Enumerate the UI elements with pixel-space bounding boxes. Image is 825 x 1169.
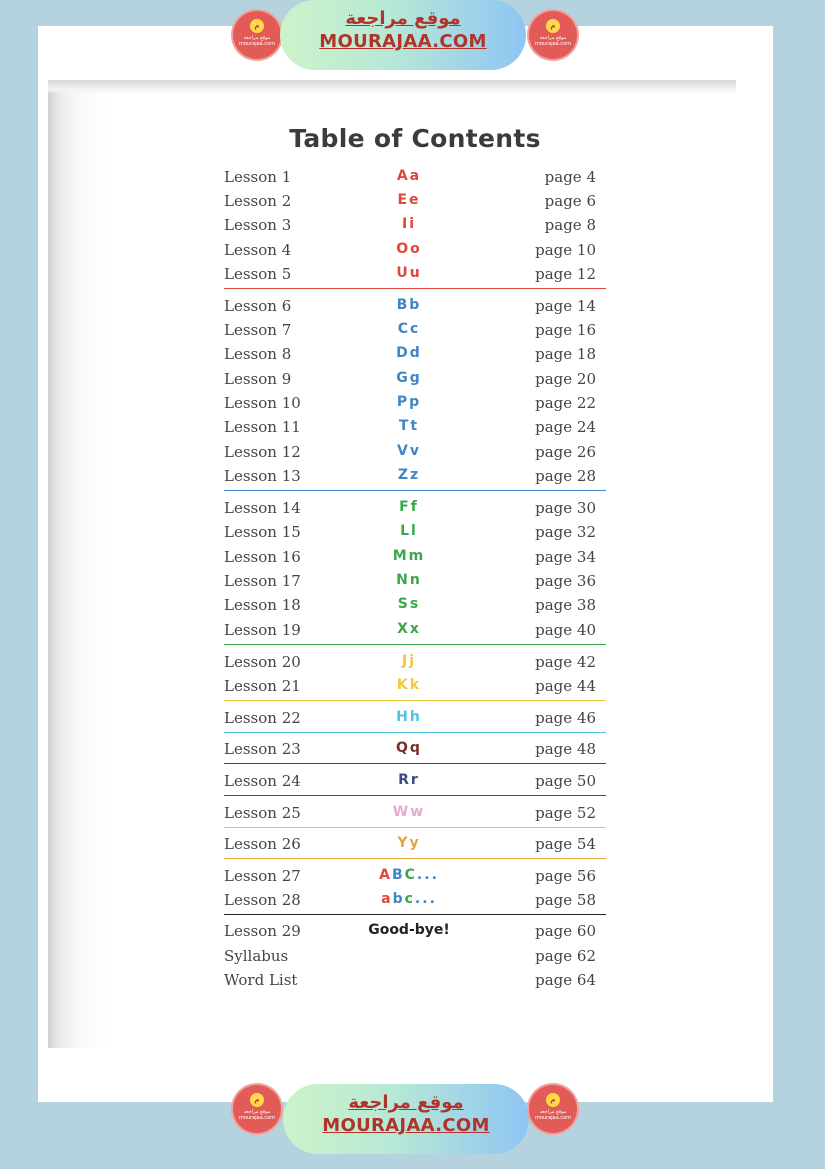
lesson-label: Lesson 7 (224, 321, 292, 339)
lesson-label: Lesson 6 (224, 297, 292, 315)
lesson-label: Lesson 10 (224, 394, 301, 412)
toc-row (224, 971, 596, 993)
section-divider (224, 795, 606, 796)
lesson-label: Lesson 16 (224, 548, 301, 566)
page-number: page 22 (535, 394, 596, 412)
logo-text-latin: mourajaa.com (534, 41, 571, 47)
lesson-letters: Ll (400, 523, 418, 539)
page-number: page 32 (535, 523, 596, 541)
toc-row (224, 499, 596, 521)
logo-text-arabic: موقع مراجعة (539, 35, 567, 41)
page-number: page 34 (535, 548, 596, 566)
lesson-letters: Ff (399, 499, 419, 515)
lesson-letters: Oo (396, 241, 422, 257)
logo-text-latin: mourajaa.com (238, 1115, 275, 1121)
lesson-letters: Jj (401, 653, 416, 669)
lesson-label: Lesson 9 (224, 370, 292, 388)
toc-row (224, 740, 596, 762)
lesson-label: Lesson 25 (224, 804, 301, 822)
page-number: page 58 (535, 891, 596, 909)
toc-row (224, 370, 596, 392)
section-divider (224, 490, 606, 491)
lesson-label: Lesson 21 (224, 677, 301, 695)
lesson-letters: Mm (392, 548, 426, 564)
logo-text-latin: mourajaa.com (238, 41, 275, 47)
toc-row (224, 548, 596, 570)
lesson-letters: Nn (396, 572, 422, 588)
lesson-label: Lesson 26 (224, 835, 301, 853)
section-divider (224, 858, 606, 859)
toc-row (224, 241, 596, 263)
toc-row (224, 523, 596, 545)
page-number: page 26 (535, 443, 596, 461)
lesson-letters: Dd (396, 345, 422, 361)
page-number: page 30 (535, 499, 596, 517)
page-number: page 24 (535, 418, 596, 436)
lesson-label: Lesson 27 (224, 867, 301, 885)
lesson-letters: Xx (397, 621, 421, 637)
lesson-label: Lesson 3 (224, 216, 292, 234)
toc-row (224, 621, 596, 643)
lesson-letters: Ss (397, 596, 421, 612)
toc-row (224, 922, 596, 944)
section-divider (224, 288, 606, 289)
lesson-label: Word List (224, 971, 298, 989)
page-number: page 40 (535, 621, 596, 639)
page-number: page 8 (544, 216, 596, 234)
lesson-label: Lesson 14 (224, 499, 301, 517)
toc-row (224, 804, 596, 826)
lesson-letters: Yy (397, 835, 421, 851)
page-number: page 14 (535, 297, 596, 315)
watermark-arabic: موقع مراجعة (348, 1092, 464, 1113)
lesson-label: Lesson 24 (224, 772, 301, 790)
lesson-label: Lesson 15 (224, 523, 301, 541)
page-number: page 54 (535, 835, 596, 853)
toc-row (224, 418, 596, 440)
lesson-letters: Qq (396, 740, 422, 756)
logo-text-arabic: موقع مراجعة (243, 35, 271, 41)
lesson-label: Lesson 13 (224, 467, 301, 485)
lesson-label: Lesson 17 (224, 572, 301, 590)
toc-row (224, 867, 596, 889)
page-number: page 28 (535, 467, 596, 485)
toc-row (224, 835, 596, 857)
page-number: page 52 (535, 804, 596, 822)
lesson-label: Lesson 11 (224, 418, 301, 436)
lesson-letters: Cc (397, 321, 421, 337)
toc-row (224, 321, 596, 343)
lesson-letters: Pp (396, 394, 422, 410)
toc-row (224, 467, 596, 489)
lesson-label: Syllabus (224, 947, 289, 965)
toc-row (224, 265, 596, 287)
site-logo-icon: ﻡ موقع مراجعة mourajaa.com (233, 1085, 281, 1133)
lesson-letters: Gg (396, 370, 422, 386)
page-number: page 46 (535, 709, 596, 727)
toc-row (224, 653, 596, 675)
lesson-label: Lesson 19 (224, 621, 301, 639)
lesson-letters: Vv (397, 443, 421, 459)
page-number: page 6 (544, 192, 596, 210)
page-number: page 56 (535, 867, 596, 885)
lesson-label: Lesson 23 (224, 740, 301, 758)
lesson-label: Lesson 18 (224, 596, 301, 614)
lesson-label: Lesson 4 (224, 241, 292, 259)
toc-row (224, 216, 596, 238)
toc-row (224, 345, 596, 367)
page-number: page 18 (535, 345, 596, 363)
lesson-label: Lesson 28 (224, 891, 301, 909)
section-divider (224, 763, 606, 764)
page-number: page 60 (535, 922, 596, 940)
lesson-letters: Bb (396, 297, 422, 313)
page-number: page 4 (544, 168, 596, 186)
watermark-latin: MOURAJAA.COM (319, 31, 487, 52)
section-divider (224, 827, 606, 828)
lesson-label: Lesson 8 (224, 345, 292, 363)
page-number: page 44 (535, 677, 596, 695)
toc-row (224, 947, 596, 969)
logo-text-arabic: موقع مراجعة (539, 1109, 567, 1115)
lesson-letters: abc... (381, 891, 437, 907)
lesson-letters: Good-bye! (368, 922, 450, 938)
site-logo-icon: ﻡ موقع مراجعة mourajaa.com (529, 11, 577, 59)
lesson-letters: Ee (397, 192, 421, 208)
toc-row (224, 168, 596, 190)
page-number: page 38 (535, 596, 596, 614)
logo-text-latin: mourajaa.com (534, 1115, 571, 1121)
lesson-label: Lesson 5 (224, 265, 292, 283)
lesson-letters: Uu (396, 265, 422, 281)
watermark-latin: MOURAJAA.COM (322, 1115, 490, 1136)
section-divider (224, 914, 606, 915)
page-number: page 64 (535, 971, 596, 989)
section-divider (224, 732, 606, 733)
lesson-label: Lesson 20 (224, 653, 301, 671)
page-number: page 12 (535, 265, 596, 283)
toc-row (224, 297, 596, 319)
toc-row (224, 192, 596, 214)
page-number: page 36 (535, 572, 596, 590)
lesson-label: Lesson 12 (224, 443, 301, 461)
toc-row (224, 772, 596, 794)
logo-text-arabic: موقع مراجعة (243, 1109, 271, 1115)
lesson-letters: Zz (397, 467, 421, 483)
toc-row (224, 572, 596, 594)
toc-row (224, 596, 596, 618)
section-divider (224, 644, 606, 645)
toc-row (224, 443, 596, 465)
page-number: page 20 (535, 370, 596, 388)
page-number: page 48 (535, 740, 596, 758)
lesson-letters: Tt (398, 418, 420, 434)
page-number: page 10 (535, 241, 596, 259)
lesson-letters: ABC... (379, 867, 439, 883)
toc-row (224, 677, 596, 699)
page-number: page 50 (535, 772, 596, 790)
lesson-label: Lesson 22 (224, 709, 301, 727)
site-logo-icon: ﻡ موقع مراجعة mourajaa.com (529, 1085, 577, 1133)
lesson-letters: Ii (401, 216, 416, 232)
lesson-letters: Aa (396, 168, 422, 184)
toc-row (224, 709, 596, 731)
page-number: page 42 (535, 653, 596, 671)
lesson-label: Lesson 2 (224, 192, 292, 210)
lesson-letters: Rr (398, 772, 420, 788)
watermark-arabic: موقع مراجعة (345, 8, 461, 29)
site-logo-icon: ﻡ موقع مراجعة mourajaa.com (233, 11, 281, 59)
lesson-label: Lesson 29 (224, 922, 301, 940)
toc-row (224, 394, 596, 416)
toc-row (224, 891, 596, 913)
page-title: Table of Contents (289, 124, 541, 153)
page-number: page 16 (535, 321, 596, 339)
lesson-letters: Ww (392, 804, 426, 820)
lesson-letters: Hh (396, 709, 422, 725)
lesson-letters: Kk (396, 677, 422, 693)
page-number: page 62 (535, 947, 596, 965)
lesson-label: Lesson 1 (224, 168, 292, 186)
section-divider (224, 700, 606, 701)
